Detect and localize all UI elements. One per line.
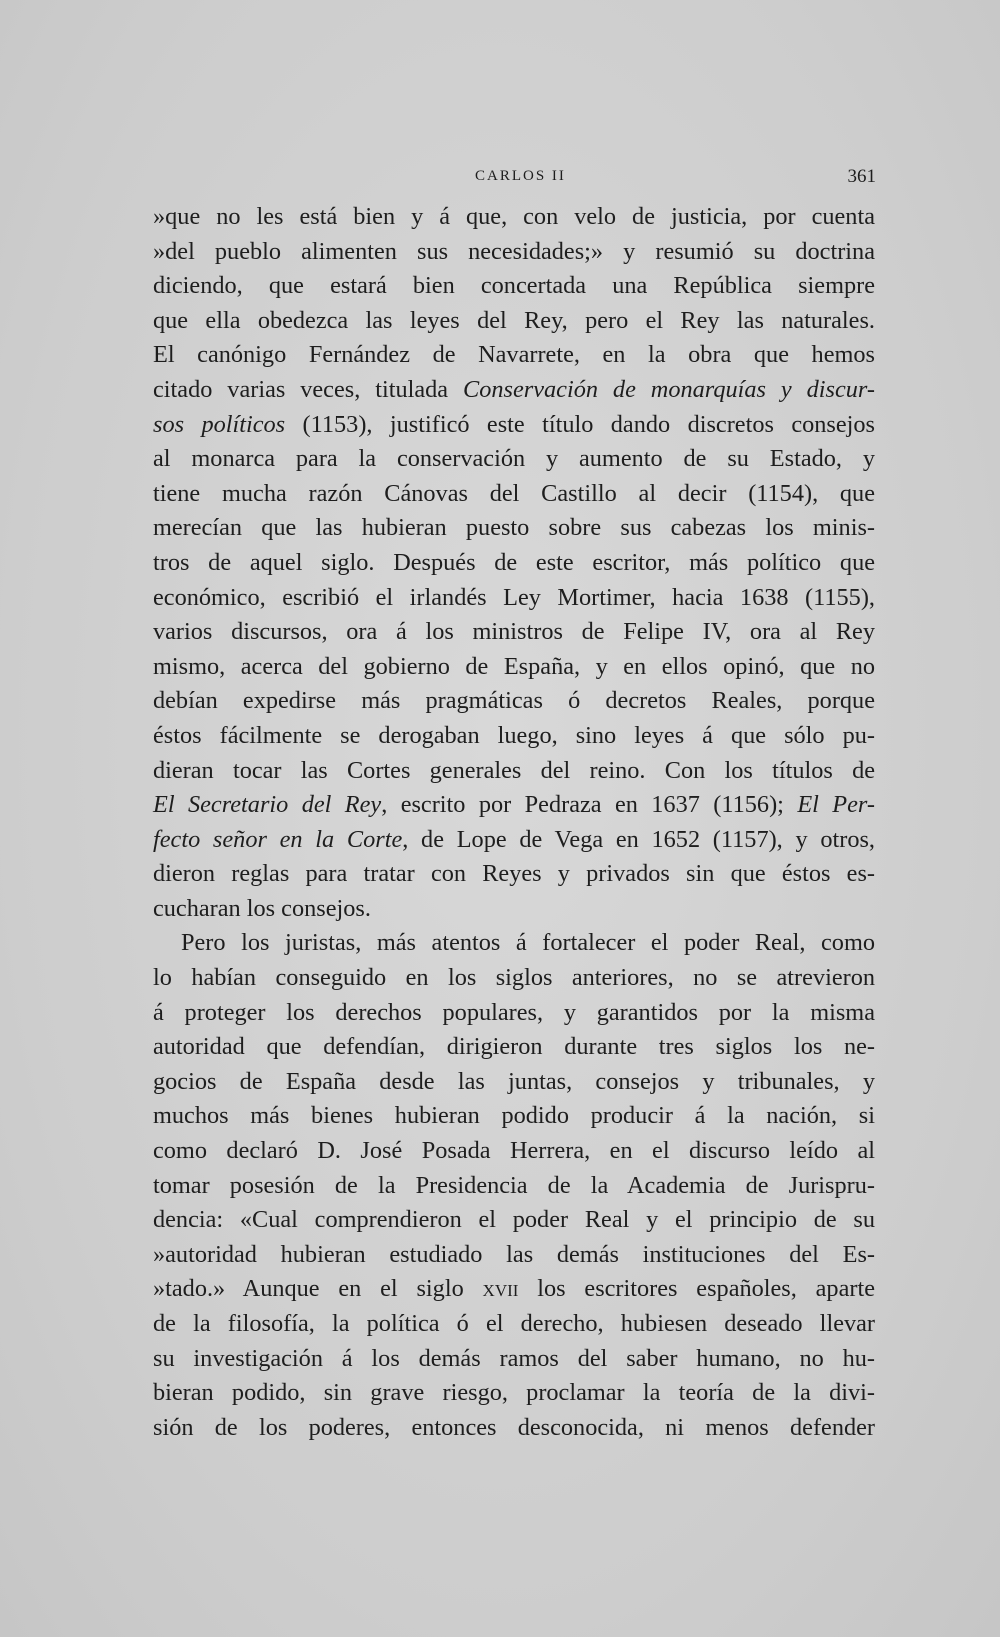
italic-title: El Secretario del Rey: [153, 791, 382, 819]
text-line: de la filosofía, la política ó el derecho, hubiesen deseado llevar: [153, 1310, 875, 1337]
text-line: Pero los juristas, más atentos á fortalecer el poder Real, como: [181, 929, 875, 957]
italic-title: sos políticos: [153, 410, 286, 438]
running-head: [150, 168, 876, 192]
text-run: (1153), justificó este título dando discretos consejos: [285, 410, 876, 438]
text-line: debían expedirse más pragmáticas ó decretos Reales, porque: [153, 687, 875, 715]
text-line: [153, 408, 875, 443]
text-line: dieron reglas para tratar con Reyes y privados sin que éstos es-: [153, 860, 875, 888]
text-line: como declaró D. José Posada Herrera, en el discurso leído al: [153, 1137, 875, 1165]
italic-title: fecto señor en la Corte: [153, 825, 403, 853]
century-numeral: xvii: [482, 1275, 519, 1303]
text-line: autoridad que defendían, dirigieron durante tres siglos los ne-: [153, 1033, 875, 1061]
text-line: »que no les está bien y á que, con velo de justicia, por cuenta: [153, 203, 875, 230]
page-number: 361: [847, 166, 876, 187]
text-line: mismo, acerca del gobierno de España, y en ellos opinó, que no: [153, 652, 875, 680]
text-line: diciendo, que estará bien concertada una República siempre: [153, 272, 875, 300]
text-line: tiene mucha razón Cánovas del Castillo al decir (1154), que: [153, 479, 875, 507]
text-line: que ella obedezca las leyes del Rey, pero el Rey las naturales.: [153, 306, 875, 334]
text-line: éstos fácilmente se derogaban luego, sino leyes á que sólo pu-: [153, 721, 875, 749]
text-line: al monarca para la conservación y aumento de su Estado, y: [153, 445, 875, 473]
text-run: citado varias veces, titulada: [153, 375, 464, 403]
text-line: muchos más bienes hubieran podido producir á la nación, si: [153, 1102, 875, 1130]
text-line: »del pueblo alimenten sus necesidades;» y resumió su doctrina: [153, 237, 875, 265]
italic-title: El Per-: [797, 791, 875, 819]
text-line: económico, escribió el irlandés Ley Mortimer, hacia 1638 (1155),: [153, 583, 875, 611]
text-run: »tado.» Aunque en el siglo: [153, 1275, 483, 1303]
body-text: [153, 200, 875, 1445]
text-line: bieran podido, sin grave riesgo, proclamar la teoría de la divi-: [153, 1379, 875, 1407]
text-line: merecían que las hubieran puesto sobre sus cabezas los minis-: [153, 514, 875, 542]
text-line: lo habían conseguido en los siglos anteriores, no se atrevieron: [153, 964, 875, 992]
text-line: dencia: «Cual comprendieron el poder Real y el principio de su: [153, 1206, 875, 1234]
text-line: varios discursos, ora á los ministros de Felipe IV, ora al Rey: [153, 618, 875, 646]
text-line: cucharan los consejos.: [153, 894, 371, 922]
text-line: tomar posesión de la Presidencia de la Academia de Jurispru-: [153, 1171, 875, 1199]
text-line: á proteger los derechos populares, y garantidos por la misma: [153, 998, 875, 1026]
text-line: [153, 823, 875, 858]
text-line: su investigación á los demás ramos del saber humano, no hu-: [153, 1344, 875, 1372]
text-line: sión de los poderes, entonces desconocida, ni menos defender: [153, 1413, 875, 1441]
running-title: CARLOS II: [475, 168, 566, 184]
text-line: El canónigo Fernández de Navarrete, en la obra que hemos: [153, 341, 875, 369]
text-line: »autoridad hubieran estudiado las demás instituciones del Es-: [153, 1240, 875, 1268]
text-run: , escrito por Pedraza en 1637 (1156);: [381, 791, 798, 819]
text-line: dieran tocar las Cortes generales del reino. Con los títulos de: [153, 756, 875, 784]
italic-title: Conservación de monarquías y discur-: [463, 375, 875, 403]
text-line: [153, 788, 875, 823]
text-line: [153, 1272, 875, 1307]
text-line: [153, 373, 875, 408]
text-line: gocios de España desde las juntas, consejos y tribunales, y: [153, 1067, 875, 1095]
text-line: tros de aquel siglo. Después de este escritor, más político que: [153, 548, 875, 576]
text-run: , de Lope de Vega en 1652 (1157), y otros,: [402, 825, 876, 853]
text-run: los escritores españoles, aparte: [518, 1275, 875, 1303]
